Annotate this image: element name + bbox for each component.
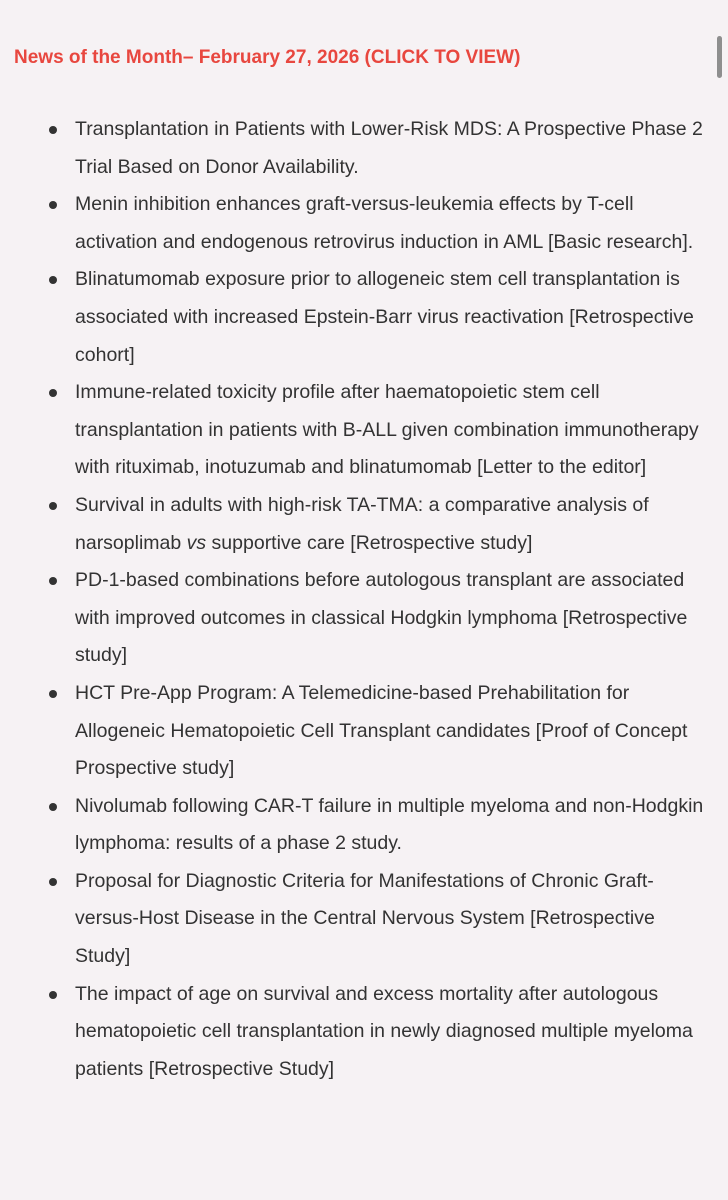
news-item-text-italic: vs — [186, 531, 207, 554]
news-item-text-part: supportive care [Retrospective study] — [206, 531, 533, 554]
bullet-icon — [49, 878, 57, 886]
news-list-item[interactable] — [0, 111, 728, 186]
news-item-text: Nivolumab following CAR-T failure in multiple myeloma and non-Hodgkin lymphoma: results of a phase 2 study. — [75, 794, 704, 855]
news-list-item[interactable] — [0, 261, 728, 374]
news-item-text: Blinatumomab exposure prior to allogeneic stem cell transplantation is associated with increased Epstein-Barr virus reactivation [Retrospective cohort] — [75, 268, 694, 366]
news-item-text: Immune-related toxicity profile after haematopoietic stem cell transplantation in patients with B-ALL given combination immunotherapy with rituximab, inotuzumab and blinatumomab [Letter to the editor] — [75, 381, 699, 479]
vertical-scrollbar[interactable] — [717, 36, 722, 78]
news-list-item[interactable] — [0, 487, 728, 562]
news-item-text: The impact of age on survival and excess mortality after autologous hematopoietic cell transplantation in newly diagnosed multiple myeloma patients [Retrospective Study] — [75, 982, 693, 1080]
news-list — [0, 111, 728, 1088]
news-list-item[interactable] — [0, 675, 728, 788]
news-item-text-part: Survival in adults with high-risk TA-TMA: a comparative analysis of narsoplimab — [75, 493, 649, 554]
news-list-item[interactable] — [0, 863, 728, 976]
bullet-icon — [49, 803, 57, 811]
news-list-item[interactable] — [0, 562, 728, 675]
bullet-icon — [49, 577, 57, 585]
news-item-text: Menin inhibition enhances graft-versus-leukemia effects by T-cell activation and endogenous retrovirus induction in AML [Basic research]. — [75, 193, 694, 253]
news-list-item[interactable] — [0, 374, 728, 487]
bullet-icon — [49, 126, 57, 134]
news-list-item[interactable] — [0, 976, 728, 1089]
news-heading-link[interactable]: News of the Month– February 27, 2026 (CLICK TO VIEW) — [14, 47, 521, 68]
news-item-text — [75, 487, 710, 562]
bullet-icon — [49, 201, 57, 209]
bullet-icon — [49, 276, 57, 284]
news-item-text: PD-1-based combinations before autologous transplant are associated with improved outcomes in classical Hodgkin lymphoma [Retrospective study] — [75, 569, 688, 667]
news-list-item[interactable] — [0, 186, 728, 261]
bullet-icon — [49, 991, 57, 999]
news-item-text: Proposal for Diagnostic Criteria for Manifestations of Chronic Graft-versus-Host Disease in the Central Nervous System [Retrospective Study] — [75, 869, 655, 968]
bullet-icon — [49, 502, 57, 510]
news-item-text: HCT Pre-App Program: A Telemedicine-based Prehabilitation for Allogeneic Hematopoietic Cell Transplant candidates [Proof of Concept Prospective study] — [75, 681, 688, 780]
bullet-icon — [49, 389, 57, 397]
news-list-item[interactable] — [0, 788, 728, 863]
bullet-icon — [49, 690, 57, 698]
news-item-text: Transplantation in Patients with Lower-Risk MDS: A Prospective Phase 2 Trial Based on Donor Availability. — [75, 118, 703, 178]
